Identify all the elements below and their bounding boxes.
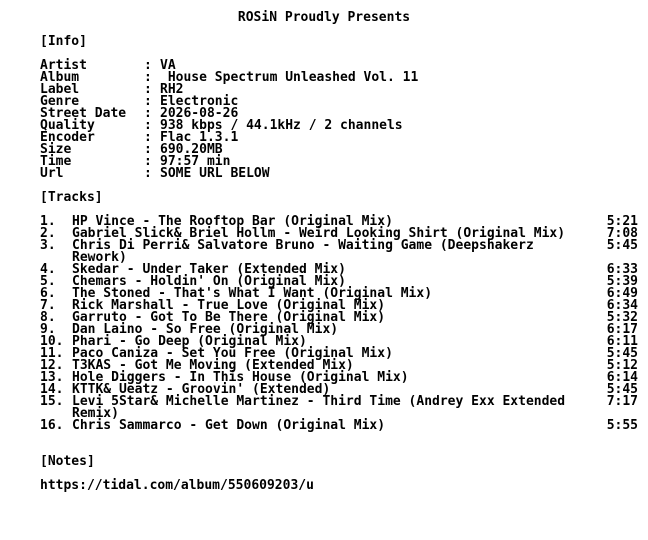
info-separator: : — [144, 94, 152, 109]
track-row — [0, 420, 648, 432]
track-title-continued: Rework) — [72, 250, 127, 265]
track-duration: 6:17 — [606, 322, 638, 337]
track-title: Chemars - Holdin' On (Original Mix) — [72, 274, 346, 289]
track-duration: 6:33 — [606, 262, 638, 277]
track-number: 6. — [40, 286, 56, 301]
track-number: 11. — [40, 346, 64, 361]
track-title: Phari - Go Deep (Original Mix) — [72, 334, 307, 349]
track-duration: 7:08 — [606, 226, 638, 241]
info-label: Encoder — [40, 130, 95, 145]
track-title: Chris Di Perri& Salvatore Bruno - Waiting Game (Deepshakerz — [72, 238, 534, 253]
info-separator: : — [144, 82, 152, 97]
track-title: Hole Diggers - In This House (Original Mix) — [72, 370, 409, 385]
info-label: Url — [40, 166, 64, 181]
info-label: Album — [40, 70, 80, 85]
info-label: Size — [40, 142, 72, 157]
info-separator: : — [144, 166, 152, 181]
info-value: SOME URL BELOW — [160, 166, 270, 181]
info-value: Electronic — [160, 94, 239, 109]
track-number: 12. — [40, 358, 64, 373]
track-duration: 5:12 — [606, 358, 638, 373]
track-number: 1. — [40, 214, 56, 229]
info-row — [0, 120, 648, 132]
info-separator: : — [144, 118, 152, 133]
track-number: 14. — [40, 382, 64, 397]
info-value: Flac 1.3.1 — [160, 130, 239, 145]
info-separator: : — [144, 106, 152, 121]
info-separator: : — [144, 130, 152, 145]
track-duration: 6:11 — [606, 334, 638, 349]
track-number: 3. — [40, 238, 56, 253]
info-row — [0, 72, 648, 84]
track-duration: 6:49 — [606, 286, 638, 301]
info-row — [0, 168, 648, 180]
info-label: Quality — [40, 118, 95, 133]
track-title: HP Vince - The Rooftop Bar (Original Mix) — [72, 214, 393, 229]
info-value: 2026-08-26 — [160, 106, 239, 121]
track-title: Rick Marshall - True Love (Original Mix) — [72, 298, 386, 313]
track-duration: 6:34 — [606, 298, 638, 313]
info-label: Time — [40, 154, 72, 169]
track-duration: 5:21 — [606, 214, 638, 229]
track-duration: 5:39 — [606, 274, 638, 289]
info-label: Street Date — [40, 106, 127, 121]
track-number: 8. — [40, 310, 56, 325]
info-section-header: [Info] — [40, 34, 87, 49]
track-duration: 5:45 — [606, 382, 638, 397]
info-value: RH2 — [160, 82, 184, 97]
info-row — [0, 132, 648, 144]
info-separator: : — [144, 70, 152, 85]
track-number: 15. — [40, 394, 64, 409]
track-number: 7. — [40, 298, 56, 313]
track-duration: 6:14 — [606, 370, 638, 385]
track-duration: 5:45 — [606, 346, 638, 361]
track-title: Garruto - Got To Be There (Original Mix) — [72, 310, 386, 325]
track-number: 10. — [40, 334, 64, 349]
track-number: 4. — [40, 262, 56, 277]
track-title: The Stoned - That's What I Want (Original Mix) — [72, 286, 433, 301]
info-value: 690.20MB — [160, 142, 223, 157]
track-number: 2. — [40, 226, 56, 241]
track-duration: 7:17 — [606, 394, 638, 409]
info-separator: : — [144, 142, 152, 157]
info-separator: : — [144, 58, 152, 73]
track-title: KTTK& Ueatz - Groovin' (Extended) — [72, 382, 331, 397]
notes-url-link[interactable]: https://tidal.com/album/550609203/u — [40, 478, 314, 493]
track-title: Chris Sammarco - Get Down (Original Mix) — [72, 418, 386, 433]
info-label: Genre — [40, 94, 80, 109]
info-value: 938 kbps / 44.1kHz / 2 channels — [160, 118, 403, 133]
track-number: 9. — [40, 322, 56, 337]
info-label: Label — [40, 82, 80, 97]
track-title: T3KAS - Got Me Moving (Extended Mix) — [72, 358, 354, 373]
info-separator: : — [144, 154, 152, 169]
info-row — [0, 144, 648, 156]
track-number: 16. — [40, 418, 64, 433]
tracks-section-header: [Tracks] — [40, 190, 103, 205]
track-title: Skedar - Under Taker (Extended Mix) — [72, 262, 346, 277]
notes-section-header: [Notes] — [40, 454, 95, 469]
info-row — [0, 84, 648, 96]
track-number: 13. — [40, 370, 64, 385]
info-value: 97:57 min — [160, 154, 231, 169]
track-duration: 5:32 — [606, 310, 638, 325]
track-title: Paco Caniza - Set You Free (Original Mix) — [72, 346, 393, 361]
info-value: VA — [160, 58, 176, 73]
track-title-continued: Remix) — [72, 406, 119, 421]
track-number: 5. — [40, 274, 56, 289]
track-title: Levi 5Star& Michelle Martinez - Third Time (Andrey Exx Extended — [72, 394, 566, 409]
track-title: Dan Laino - So Free (Original Mix) — [72, 322, 339, 337]
document-title: ROSiN Proudly Presents — [237, 10, 411, 25]
info-value: House Spectrum Unleashed Vol. 11 — [160, 70, 419, 85]
track-title: Gabriel Slick& Briel Hollm - Weird Looking Shirt (Original Mix) — [72, 226, 566, 241]
info-label: Artist — [40, 58, 87, 73]
track-duration: 5:55 — [606, 418, 638, 433]
track-duration: 5:45 — [606, 238, 638, 253]
info-row — [0, 156, 648, 168]
